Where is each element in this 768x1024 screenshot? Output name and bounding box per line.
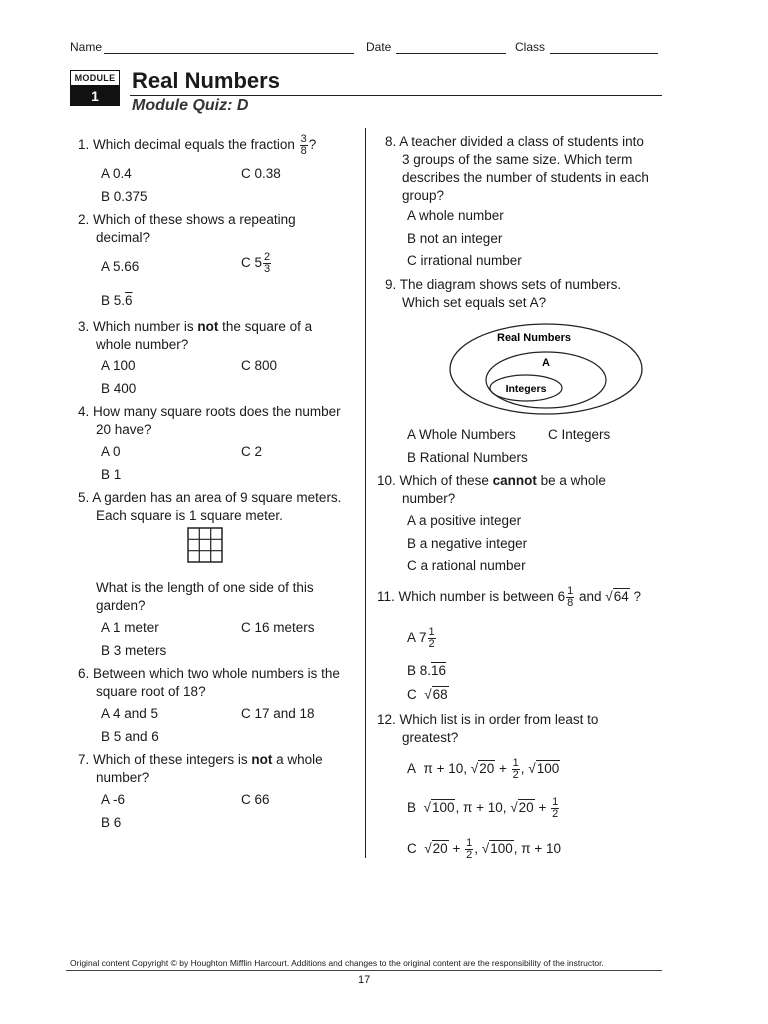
question-10: 10. Which of these cannot be a whole [377, 473, 606, 488]
question-9: 9. The diagram shows sets of numbers. [385, 277, 622, 292]
question-5-line3: What is the length of one side of this [96, 580, 314, 595]
option-6a: A 4 and 5 [101, 706, 159, 721]
question-8: 8. A teacher divided a class of students into [385, 134, 644, 149]
question-text: Which decimal equals the fraction [93, 137, 295, 153]
date-blank [396, 53, 506, 54]
column-divider [365, 128, 366, 858]
option-11b: B 8.16 [407, 663, 447, 678]
name-label: Name [70, 40, 103, 54]
title-rule [130, 95, 662, 96]
option-8c: C irrational number [407, 253, 522, 268]
number-sets-venn-diagram [448, 322, 644, 416]
page-number: 17 [358, 974, 371, 986]
question-number: 1. [78, 137, 90, 153]
question-10-line2: number? [402, 491, 456, 506]
question-11: 11. Which number is between 6 $\frac{1}{8}$ and √64 ? [377, 585, 642, 609]
option-7b: B 6 [101, 815, 122, 830]
question-12: 12. Which list is in order from least to [377, 712, 599, 727]
footer-rule [66, 970, 662, 971]
option-2c: C 5 $\frac{2}{3}$ [241, 251, 271, 275]
option-2b: B 5.6 [101, 293, 133, 308]
page-subtitle: Module Quiz: D [132, 97, 249, 114]
option-4a: A 0 [101, 444, 121, 459]
question-3-line2: whole number? [96, 337, 189, 352]
module-label: MODULE [70, 70, 120, 86]
option-1b: B 0.375 [101, 189, 148, 204]
question-8-line3: describes the number of students in each [402, 170, 649, 185]
page-title: Real Numbers [132, 68, 280, 93]
option-4c: C 2 [241, 444, 263, 459]
option-11c: C √68 [407, 687, 448, 702]
option-5a: A 1 meter [101, 620, 159, 635]
question-6-line2: square root of 18? [96, 684, 206, 699]
option-6c: C 17 and 18 [241, 706, 315, 721]
integers-label: Integers [505, 383, 547, 395]
date-label: Date [366, 40, 392, 54]
class-label: Class [515, 40, 546, 54]
option-12c: C √20 + $\frac{1}{2}$ , √100, π + 10 [407, 837, 561, 861]
question-4-line2: 20 have? [96, 422, 152, 437]
question-5-line4: garden? [96, 598, 146, 613]
question-5-line2: Each square is 1 square meter. [96, 508, 283, 523]
option-3c: C 800 [241, 358, 278, 373]
question-5: 5. A garden has an area of 9 square meters. [78, 490, 342, 505]
option-8a: A whole number [407, 208, 504, 223]
fraction: $\frac{3}{8}$ [300, 133, 307, 157]
option-1c: C 0.38 [241, 166, 281, 181]
question-8-line4: group? [402, 188, 445, 203]
question-7: 7. Which of these integers is not a whole [78, 752, 323, 767]
module-badge [70, 70, 120, 106]
option-10a: A a positive integer [407, 513, 522, 528]
option-2a: A 5.66 [101, 259, 140, 274]
option-7a: A -6 [101, 792, 126, 807]
option-3a: A 100 [101, 358, 136, 373]
option-12b: B √100, π + 10, √20 + $\frac{1}{2}$ [407, 796, 559, 820]
option-10b: B a negative integer [407, 536, 528, 551]
question-2: 2. Which of these shows a repeating [78, 212, 296, 227]
option-12a: A π + 10, √20 + $\frac{1}{2}$ , √100 [407, 757, 560, 781]
option-4b: B 1 [101, 467, 122, 482]
real-numbers-label: Real Numbers [497, 332, 571, 344]
class-blank [550, 53, 658, 54]
module-number: 1 [70, 86, 120, 106]
option-11a: A 7 $\frac{1}{2}$ [407, 626, 435, 650]
option-3b: B 400 [101, 381, 137, 396]
question-9-line2: Which set equals set A? [402, 295, 547, 310]
option-9c: C Integers [548, 427, 611, 442]
question-1: 1. Which decimal equals the fraction $\frac{3}{8}$ ? [78, 133, 317, 157]
option-10c: C a rational number [407, 558, 526, 573]
question-4: 4. How many square roots does the number [78, 404, 341, 419]
name-blank [104, 53, 354, 54]
copyright-notice: Original content Copyright © by Houghton Mifflin Harcourt. Additions and changes to the original content are the responsibility of the instructor. [70, 958, 604, 968]
option-6b: B 5 and 6 [101, 729, 159, 744]
question-6: 6. Between which two whole numbers is the [78, 666, 340, 681]
set-a-label: A [542, 357, 550, 369]
question-7-line2: number? [96, 770, 150, 785]
option-7c: C 66 [241, 792, 270, 807]
question-8-line2: 3 groups of the same size. Which term [402, 152, 633, 167]
option-9b: B Rational Numbers [407, 450, 528, 465]
option-5c: C 16 meters [241, 620, 315, 635]
option-8b: B not an integer [407, 231, 503, 246]
question-12-line2: greatest? [402, 730, 459, 745]
garden-grid-figure [187, 527, 223, 563]
option-9a: A Whole Numbers [407, 427, 516, 442]
question-2-line2: decimal? [96, 230, 151, 245]
option-5b: B 3 meters [101, 643, 167, 658]
question-3: 3. Which number is not the square of a [78, 319, 313, 334]
option-1a: A 0.4 [101, 166, 132, 181]
